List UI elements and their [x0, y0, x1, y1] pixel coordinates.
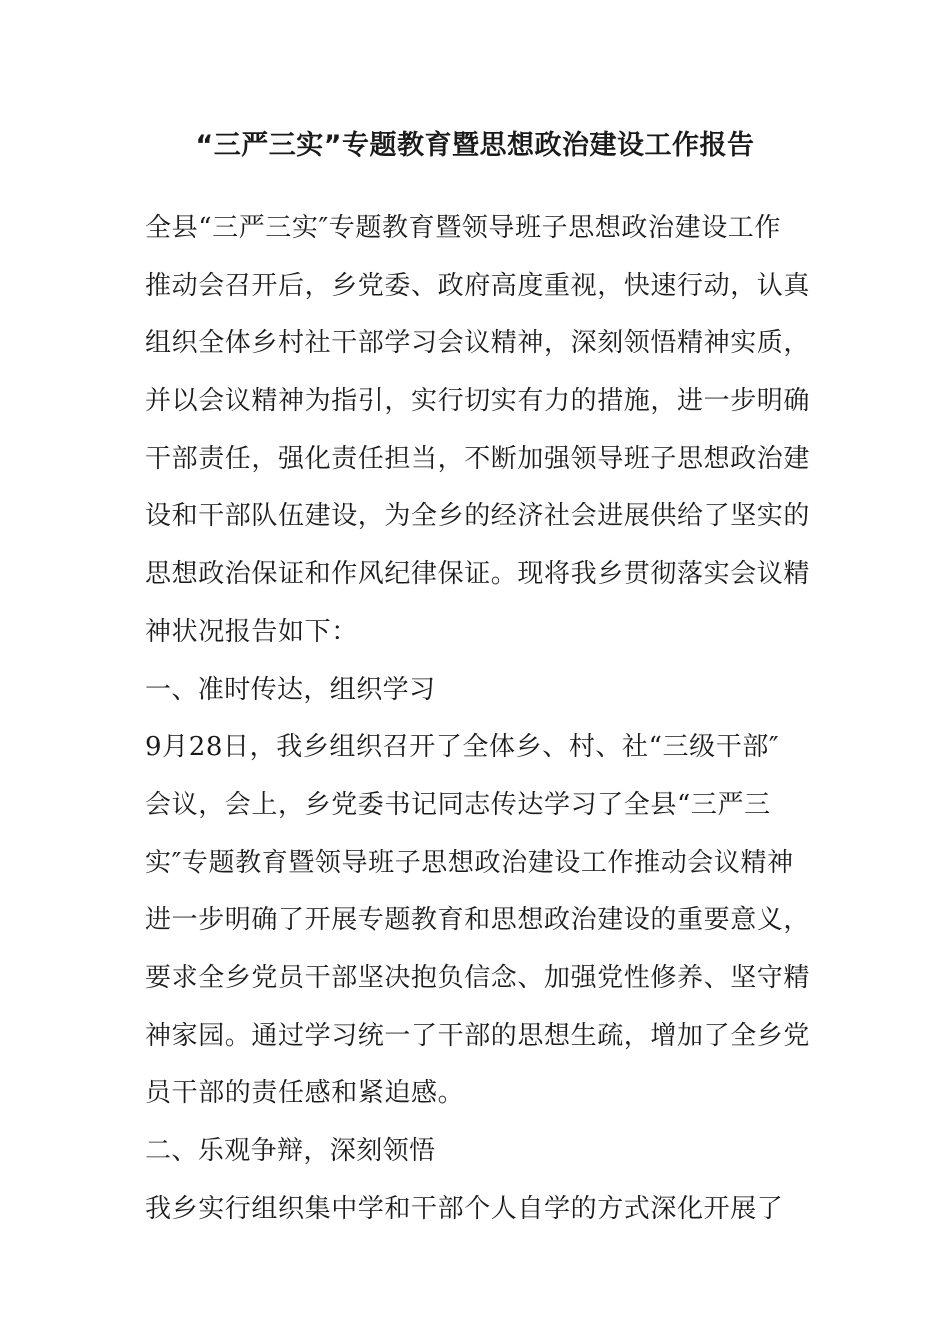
body-line: 进一步明确了开展专题教育和思想政治建设的重要意义， [145, 905, 811, 936]
body-line: 9月28日，我乡组织召开了全体乡、村、社“三级干部″ [145, 732, 780, 763]
body-line: 我乡实行组织集中学和干部个人自学的方式深化开展了 [145, 1193, 784, 1224]
body-line: 设和干部队伍建设，为全乡的经济社会进展供给了坚实的 [145, 501, 811, 532]
body-line: 组织全体乡村社干部学习会议精神，深刻领悟精神实质， [145, 328, 811, 359]
body-line: 并以会议精神为指引，实行切实有力的措施，进一步明确 [145, 386, 811, 417]
body-line: 干部责任，强化责任担当，不断加强领导班子思想政治建 [145, 443, 811, 474]
document-body [145, 200, 810, 1238]
document-title: “三严三实”专题教育暨思想政治建设工作报告 [195, 130, 755, 161]
body-line: 会议，会上，乡党委书记同志传达学习了全县“三严三 [145, 789, 771, 820]
body-line: 神状况报告如下： [145, 616, 358, 647]
body-line: 思想政治保证和作风纪律保证。现将我乡贯彻落实会议精 [145, 559, 811, 590]
body-line: 员干部的责任感和紧迫感。 [145, 1078, 465, 1109]
body-line: 推动会召开后，乡党委、政府高度重视，快速行动，认真 [145, 270, 811, 301]
section-heading-1: 一、准时传达，组织学习 [145, 674, 436, 705]
section-heading-2: 二、乐观争辩，深刻领悟 [145, 1136, 436, 1166]
body-line: 神家园。通过学习统一了干部的思想生疏，增加了全乡党 [145, 1020, 811, 1051]
body-line: 实″专题教育暨领导班子思想政治建设工作推动会议精神 [145, 847, 794, 878]
body-line: 要求全乡党员干部坚决抱负信念、加强党性修养、坚守精 [145, 962, 811, 993]
body-line: 全县“三严三实″专题教育暨领导班子思想政治建设工作 [145, 213, 782, 243]
